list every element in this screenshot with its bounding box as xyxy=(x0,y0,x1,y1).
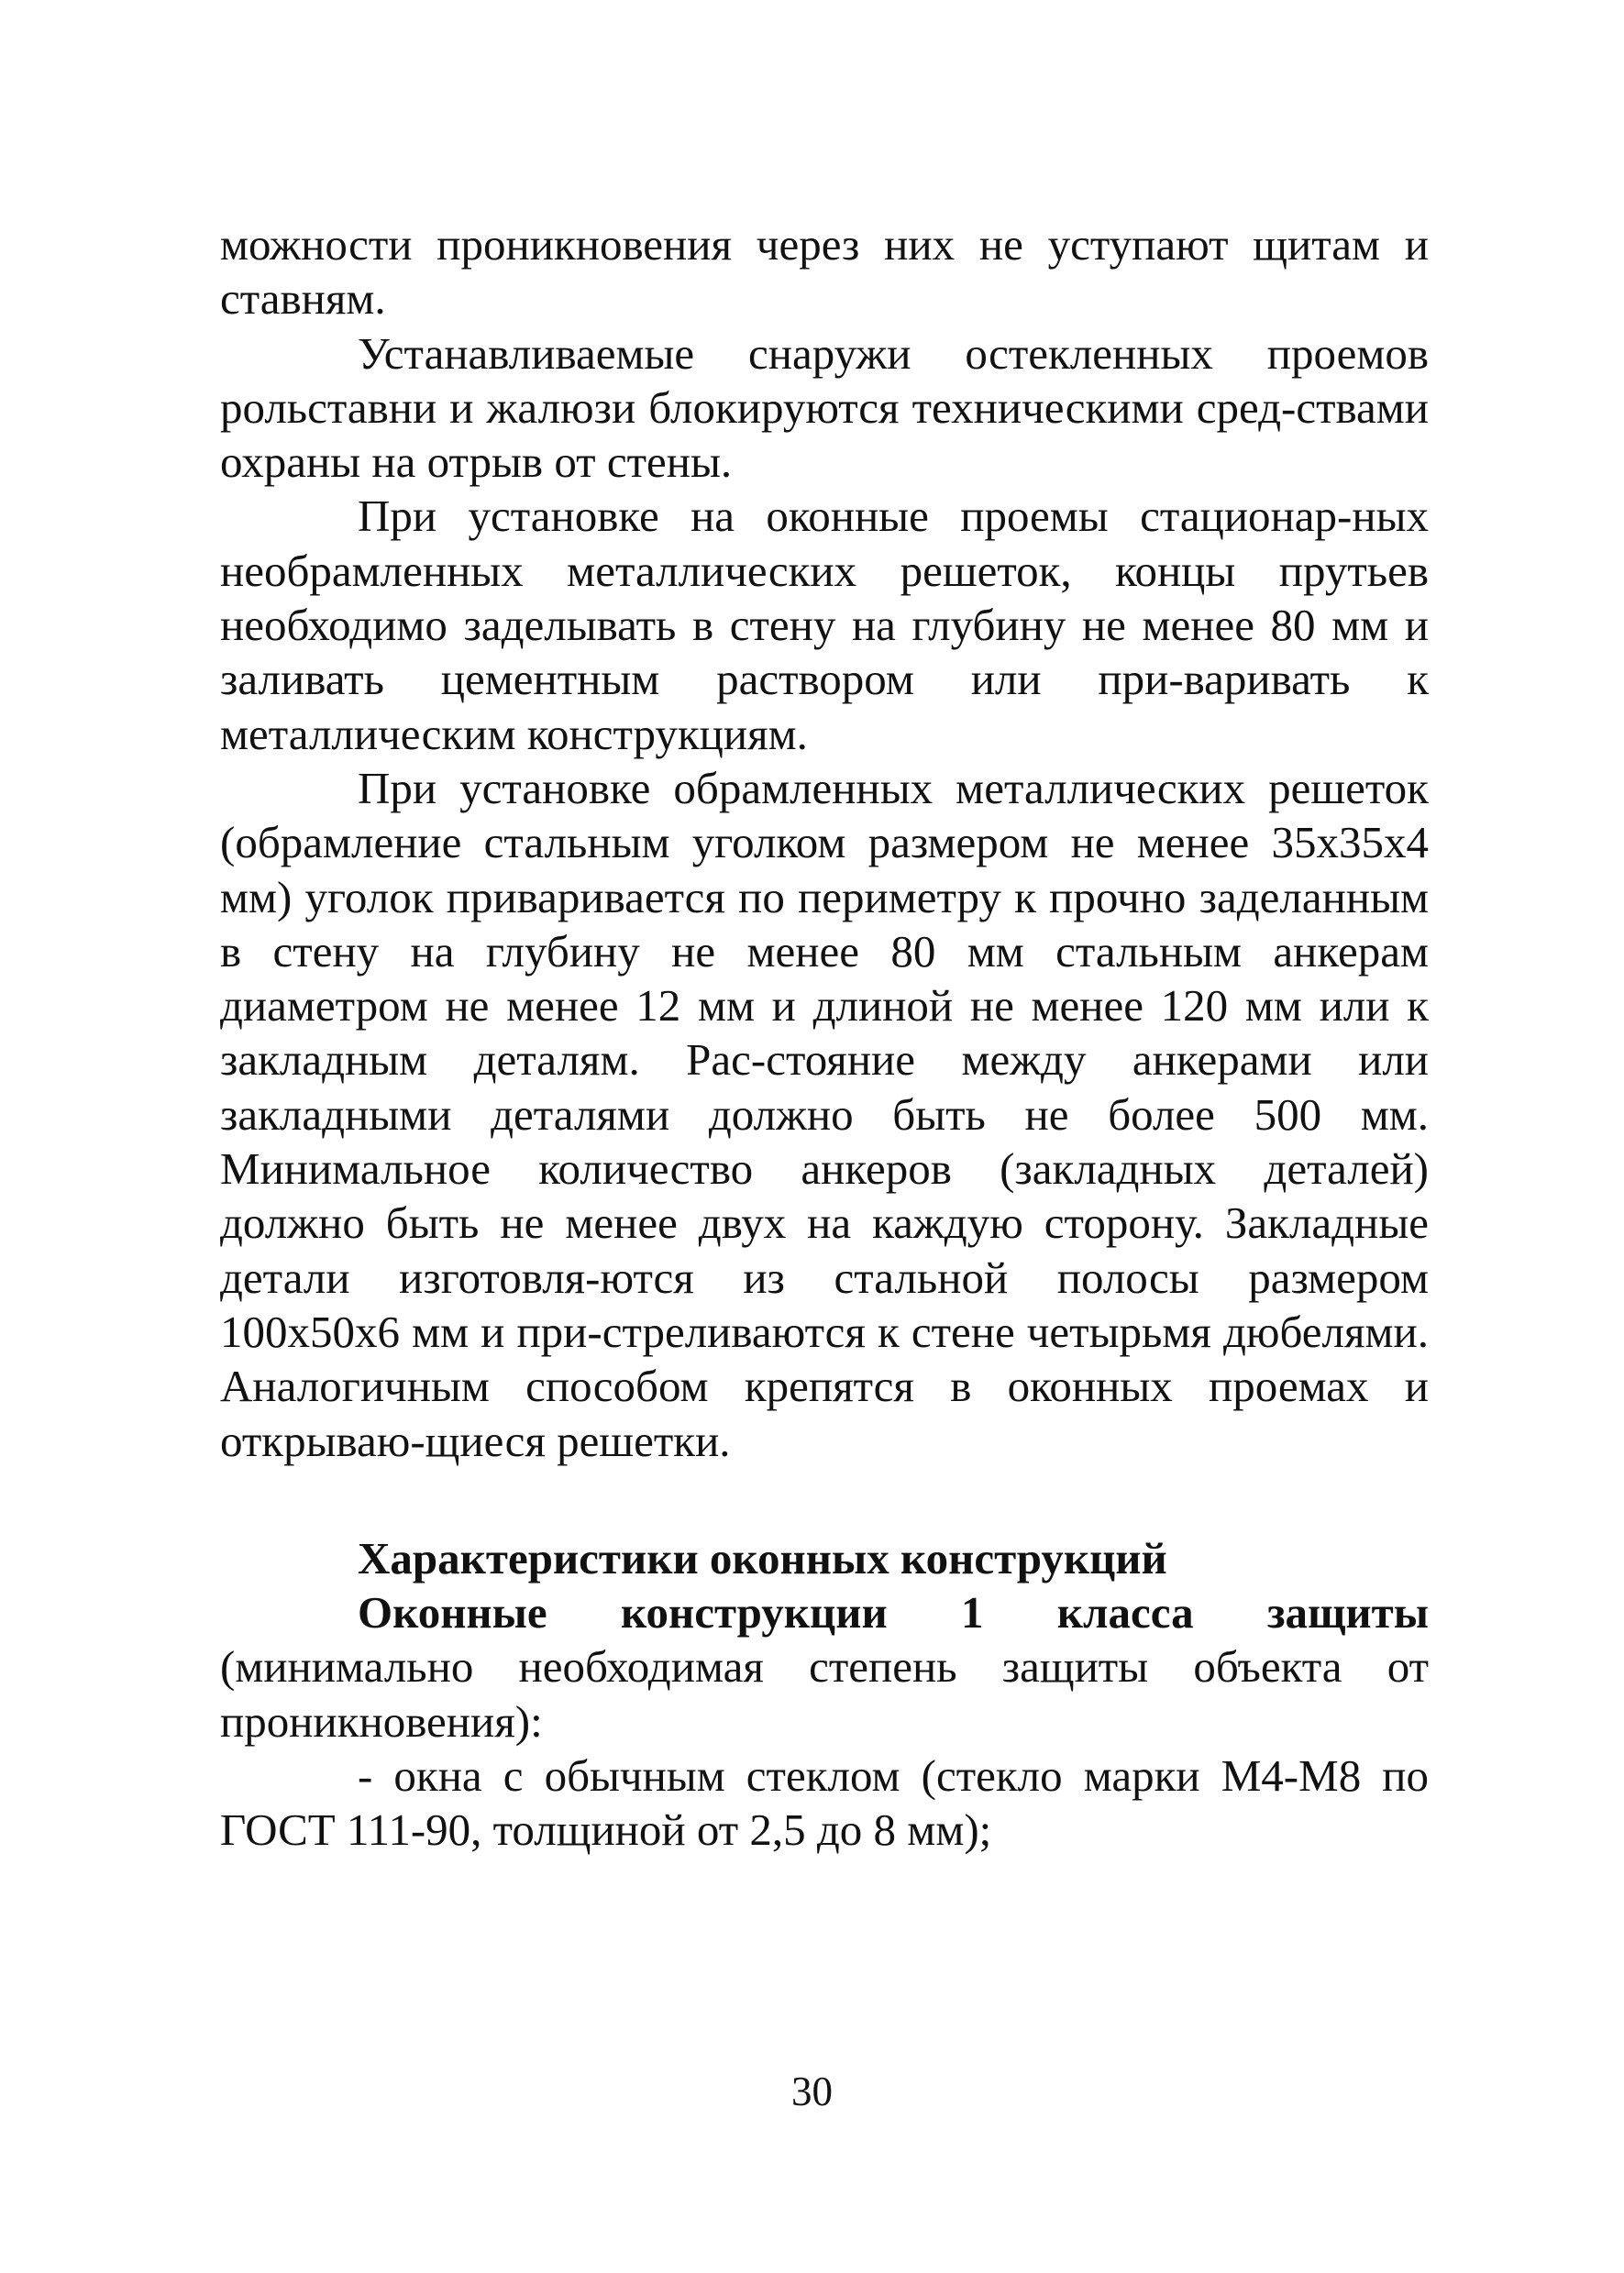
paragraph-unframed-grilles: При установке на оконные проемы стационар-ных необрамленных металлических решеток, концы прутьев необходимо заделывать в стену на глубину не менее 80 мм и заливать цементным раствором или при-варивать к металлическим конструкциям. xyxy=(220,491,1429,759)
list-item-ordinary-glass: - окна с обычным стеклом (стекло марки М4-М8 по ГОСТ 111-90, толщиной от 2,5 до 8 мм); xyxy=(220,1750,1429,1856)
paragraph-class-1 xyxy=(220,1585,1429,1749)
paragraph-framed-grilles: При установке обрамленных металлических решеток (обрамление стальным уголком размером не менее 35х35х4 мм) уголок приваривается по периметру к прочно заделанным в стену на глубину не менее 80 мм стальным анкерам диаметром не менее 12 мм и длиной не менее 120 мм или к закладным деталям. Рас-стояние между анкерами или закладными деталями должно быть не более 500 мм. Минимальное количество анкеров (закладных деталей) должно быть не менее двух на каждую сторону. Закладные детали изготовля-ются из стальной полосы размером 100х50х6 мм и при-стреливаются к стене четырьмя дюбелями. Аналогичным способом крепятся в оконных проемах и открываю-щиеся решетки. xyxy=(220,762,1429,1466)
paragraph-rolshutters: Устанавливаемые снаружи остекленных проемов рольставни и жалюзи блокируются техническими сред-ствами охраны на отрыв от стены. xyxy=(220,327,1429,488)
section-spacer xyxy=(220,1468,1429,1531)
class-1-lead: Оконные конструкции 1 класса защиты xyxy=(358,1587,1429,1639)
paragraph-continuation: можности проникновения через них не уступают щитам и ставням. xyxy=(220,219,1429,325)
class-1-description: (минимально необходимая степень защиты объекта от проникновения): xyxy=(220,1641,1429,1747)
section-heading: Характеристики оконных конструкций xyxy=(358,1532,1167,1583)
body-text xyxy=(220,217,1429,1858)
page-number: 30 xyxy=(791,2069,833,2114)
